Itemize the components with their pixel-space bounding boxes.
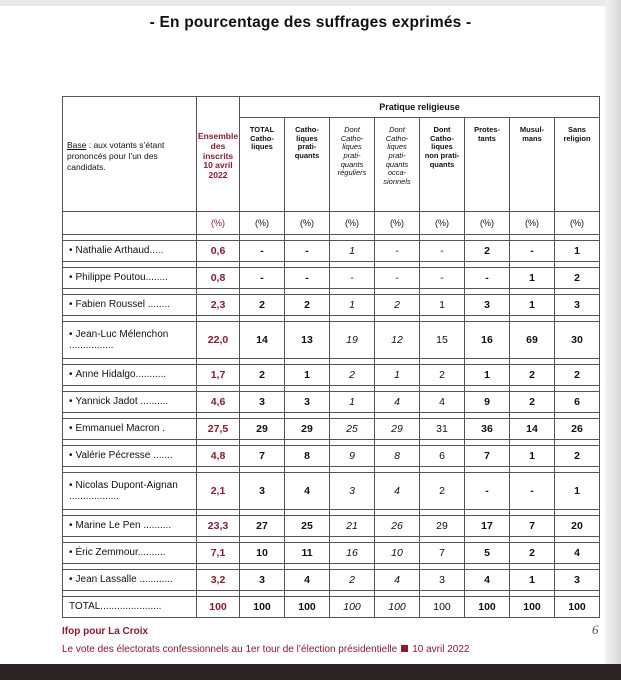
value-cell: 20 [555, 516, 600, 537]
bullet-icon: • [69, 574, 73, 586]
bullet-icon: • [69, 245, 73, 257]
value-cell: 7 [465, 446, 510, 467]
value-cell: 3 [555, 570, 600, 591]
value-cell: 8 [375, 446, 420, 467]
value-cell: 7 [240, 446, 285, 467]
table-row [63, 295, 600, 316]
value-cell: 29 [285, 419, 330, 440]
candidate-name-text: Nathalie Arthaud..... [75, 245, 164, 257]
value-cell: 100 [240, 597, 285, 618]
value-cell: 2 [555, 446, 600, 467]
ensemble-value: 23,3 [197, 516, 240, 537]
value-cell: 29 [420, 516, 465, 537]
value-cell: 100 [285, 597, 330, 618]
candidate-name-text: TOTAL...................... [69, 601, 162, 613]
column-header-line: TOTAL [249, 125, 275, 134]
footer-source: Ifop pour La Croix [62, 626, 149, 637]
value-cell: 4 [375, 473, 420, 510]
page-edge-right [605, 0, 621, 680]
column-header-line: quants [294, 150, 320, 160]
value-cell: 1 [330, 295, 375, 316]
base-description-cell [63, 97, 197, 212]
value-cell: 2 [555, 268, 600, 289]
pct-unit-label: (%) [285, 212, 330, 235]
value-cell: 3 [285, 392, 330, 413]
value-cell: 2 [555, 365, 600, 386]
column-header [420, 118, 465, 212]
value-cell: 17 [465, 516, 510, 537]
bullet-icon: • [69, 299, 73, 311]
table-row [63, 473, 600, 510]
value-cell: 1 [510, 268, 555, 289]
column-header-line: liques [296, 133, 318, 143]
column-header [285, 118, 330, 212]
value-cell: 3 [240, 570, 285, 591]
value-cell: 1 [465, 365, 510, 386]
value-cell: 30 [555, 322, 600, 359]
value-cell: 19 [330, 322, 375, 359]
value-cell: 69 [510, 322, 555, 359]
value-cell: 100 [555, 597, 600, 618]
value-cell: 10 [240, 543, 285, 564]
value-cell: 3 [240, 473, 285, 510]
pct-unit-label: (%) [510, 212, 555, 235]
value-cell: 7 [510, 516, 555, 537]
value-cell: - [420, 268, 465, 289]
value-cell: - [330, 268, 375, 289]
base-label: Base [67, 139, 87, 150]
bullet-icon: • [69, 547, 73, 559]
bullet-icon: • [69, 520, 73, 532]
column-header-line: Dont [389, 125, 405, 134]
column-header-line: prati- [388, 150, 406, 160]
value-cell: 4 [285, 473, 330, 510]
value-cell: 31 [420, 419, 465, 440]
bullet-icon: • [69, 423, 73, 435]
column-header [240, 118, 285, 212]
page-edge-top [0, 0, 621, 6]
value-cell: 3 [420, 570, 465, 591]
candidate-name-text: Anne Hidalgo........... [75, 369, 167, 381]
column-header-line: sionnels [383, 176, 411, 186]
value-cell: 4 [555, 543, 600, 564]
ensemble-value: 4,6 [197, 392, 240, 413]
value-cell: - [420, 241, 465, 262]
value-cell: - [465, 268, 510, 289]
column-header [465, 118, 510, 212]
candidate-name-text: Éric Zemmour.......... [75, 547, 166, 559]
candidate-name-text: Yannick Jadot .......... [75, 396, 169, 408]
page-number: 6 [592, 622, 599, 637]
value-cell: 26 [375, 516, 420, 537]
ensemble-header-line: 10 avril [203, 160, 233, 171]
table-row [63, 570, 600, 591]
value-cell: 4 [375, 570, 420, 591]
value-cell: 16 [330, 543, 375, 564]
value-cell: 1 [330, 392, 375, 413]
column-header-line: Catho- [430, 133, 454, 143]
ensemble-value: 3,2 [197, 570, 240, 591]
value-cell: 13 [285, 322, 330, 359]
column-header-line: Dont [433, 125, 451, 134]
candidate-name [63, 473, 197, 510]
bullet-icon: • [69, 396, 73, 408]
candidate-name [63, 241, 197, 262]
value-cell: 11 [285, 543, 330, 564]
value-cell: 100 [510, 597, 555, 618]
value-cell: 1 [510, 446, 555, 467]
value-cell: 2 [420, 365, 465, 386]
value-cell: 2 [330, 570, 375, 591]
value-cell: 12 [375, 322, 420, 359]
table-row [63, 392, 600, 413]
footer-description-text: Le vote des électorats confessionnels au 1er tour de l’élection présidentielle [62, 644, 398, 655]
candidate-name-text: Fabien Roussel ........ [75, 299, 171, 311]
total-label [63, 597, 197, 618]
ensemble-value: 7,1 [197, 543, 240, 564]
table-row [63, 322, 600, 359]
candidate-name-text: Philippe Poutou........ [75, 272, 168, 284]
square-bullet-icon [401, 645, 408, 652]
value-cell: 6 [555, 392, 600, 413]
table-row [63, 543, 600, 564]
ensemble-value: 27,5 [197, 419, 240, 440]
value-cell: 25 [330, 419, 375, 440]
candidate-name-text: Jean-Luc Mélenchon ................ [69, 328, 169, 351]
bullet-icon: • [69, 450, 73, 462]
candidate-name [63, 570, 197, 591]
pct-unit-label: (%) [240, 212, 285, 235]
page-edge-bottom [0, 664, 621, 680]
pct-unit-label: (%) [420, 212, 465, 235]
value-cell: 9 [330, 446, 375, 467]
column-header-line: réguliers [337, 168, 367, 178]
column-header-line: Catho- [295, 125, 319, 134]
value-cell: 2 [510, 543, 555, 564]
value-cell: - [375, 241, 420, 262]
value-cell: 4 [420, 392, 465, 413]
column-header-line: Catho- [250, 133, 274, 143]
value-cell: 2 [285, 295, 330, 316]
column-header [330, 118, 375, 212]
candidate-name-text: Nicolas Dupont-Aignan .................. [69, 479, 178, 502]
pct-unit-label: (%) [555, 212, 600, 235]
table-row [63, 446, 600, 467]
pct-unit-label: (%) [197, 212, 240, 235]
value-cell: - [240, 241, 285, 262]
candidate-name [63, 543, 197, 564]
value-cell: - [465, 473, 510, 510]
value-cell: 1 [420, 295, 465, 316]
bullet-icon: • [69, 272, 73, 284]
column-header-line: religion [563, 133, 591, 143]
footer-description [62, 644, 469, 655]
candidate-name [63, 392, 197, 413]
table-row [63, 241, 600, 262]
value-cell: 100 [375, 597, 420, 618]
candidate-name-text: Jean Lassalle ............ [75, 574, 173, 586]
value-cell: 29 [375, 419, 420, 440]
value-cell: - [510, 241, 555, 262]
ensemble-header-line: Ensemble [197, 131, 239, 142]
candidate-name [63, 516, 197, 537]
footer-date: 10 avril 2022 [412, 644, 470, 655]
table-row [63, 516, 600, 537]
value-cell: 9 [465, 392, 510, 413]
ensemble-value: 0,6 [197, 241, 240, 262]
page-title: - En pourcentage des suffrages exprimés - [149, 14, 472, 31]
table-row [63, 268, 600, 289]
pct-unit-label: (%) [330, 212, 375, 235]
value-cell: 14 [240, 322, 285, 359]
base-text: : aux votants s’étant prononcés pour l’un des candidats. [67, 139, 165, 173]
value-cell: 3 [465, 295, 510, 316]
value-cell: 29 [240, 419, 285, 440]
column-header-line: Catho- [340, 133, 364, 143]
column-header [555, 118, 600, 212]
value-cell: 2 [510, 365, 555, 386]
column-header-line: Dont [344, 125, 360, 134]
bullet-icon: • [69, 328, 73, 340]
value-cell: 26 [555, 419, 600, 440]
candidate-name-text: Emmanuel Macron . [75, 423, 165, 435]
pratique-religieuse-header: Pratique religieuse [240, 97, 600, 118]
candidate-name [63, 268, 197, 289]
column-header [375, 118, 420, 212]
value-cell: 27 [240, 516, 285, 537]
column-header-line: prati- [297, 142, 317, 152]
column-header-line: quants [340, 159, 364, 169]
bullet-icon: • [69, 479, 73, 491]
ensemble-header-line: des [210, 140, 226, 151]
ensemble-header-line: 2022 [208, 170, 228, 181]
value-cell: 4 [375, 392, 420, 413]
value-cell: 2 [420, 473, 465, 510]
ensemble-value: 1,7 [197, 365, 240, 386]
value-cell: 4 [465, 570, 510, 591]
value-cell: - [375, 268, 420, 289]
value-cell: 1 [510, 295, 555, 316]
value-cell: 1 [330, 241, 375, 262]
table-row [63, 365, 600, 386]
column-header-line: tants [478, 133, 496, 143]
column-header-line: Sans [568, 125, 586, 134]
value-cell: 8 [285, 446, 330, 467]
value-cell: 14 [510, 419, 555, 440]
value-cell: - [285, 241, 330, 262]
value-cell: 1 [510, 570, 555, 591]
ensemble-value: 4,8 [197, 446, 240, 467]
value-cell: 6 [420, 446, 465, 467]
table-row [63, 597, 600, 618]
value-cell: - [240, 268, 285, 289]
value-cell: 2 [240, 365, 285, 386]
column-header-line: prati- [343, 150, 361, 160]
column-header-line: liques [387, 142, 407, 152]
candidate-name [63, 295, 197, 316]
pct-unit-label: (%) [375, 212, 420, 235]
ensemble-value: 22,0 [197, 322, 240, 359]
candidate-name-text: Valérie Pécresse ....... [75, 450, 173, 462]
value-cell: 21 [330, 516, 375, 537]
value-cell: 2 [510, 392, 555, 413]
pct-unit-label: (%) [465, 212, 510, 235]
value-cell: - [510, 473, 555, 510]
value-cell: 3 [555, 295, 600, 316]
column-header-line: liques [251, 142, 273, 152]
value-cell: 100 [420, 597, 465, 618]
value-cell: 2 [330, 365, 375, 386]
value-cell: 3 [330, 473, 375, 510]
candidate-name [63, 365, 197, 386]
value-cell: 1 [555, 241, 600, 262]
ensemble-value: 2,3 [197, 295, 240, 316]
value-cell: 5 [465, 543, 510, 564]
column-header-line: quants [385, 159, 409, 169]
ensemble-header-line: inscrits [202, 150, 234, 161]
ensemble-header [197, 97, 240, 212]
value-cell: 100 [465, 597, 510, 618]
value-cell: 2 [375, 295, 420, 316]
column-header-line: Musul- [519, 125, 545, 134]
value-cell: 7 [420, 543, 465, 564]
candidate-name-text: Marine Le Pen .......... [75, 520, 172, 532]
value-cell: 2 [465, 241, 510, 262]
results-table [62, 96, 600, 618]
column-header-line: Catho- [385, 133, 409, 143]
ensemble-value: 100 [197, 597, 240, 618]
column-header-line: liques [342, 142, 362, 152]
value-cell: 25 [285, 516, 330, 537]
column-header-line: non prati- [424, 150, 460, 160]
candidate-name [63, 446, 197, 467]
value-cell: 3 [240, 392, 285, 413]
column-header-line: occa- [387, 168, 407, 178]
value-cell: 10 [375, 543, 420, 564]
value-cell: - [285, 268, 330, 289]
value-cell: 16 [465, 322, 510, 359]
value-cell: 2 [240, 295, 285, 316]
value-cell: 4 [285, 570, 330, 591]
ensemble-value: 0,8 [197, 268, 240, 289]
value-cell: 100 [330, 597, 375, 618]
value-cell: 1 [285, 365, 330, 386]
column-header-line: quants [429, 159, 455, 169]
value-cell: 15 [420, 322, 465, 359]
value-cell: 1 [555, 473, 600, 510]
column-header-line: Protes- [474, 125, 500, 134]
ensemble-value: 2,1 [197, 473, 240, 510]
column-header [510, 118, 555, 212]
value-cell: 36 [465, 419, 510, 440]
pct-row-label [63, 212, 197, 235]
table-row [63, 419, 600, 440]
column-header-line: mans [522, 133, 542, 143]
value-cell: 1 [375, 365, 420, 386]
candidate-name [63, 419, 197, 440]
bullet-icon: • [69, 369, 73, 381]
column-header-line: liques [431, 142, 453, 152]
candidate-name [63, 322, 197, 359]
